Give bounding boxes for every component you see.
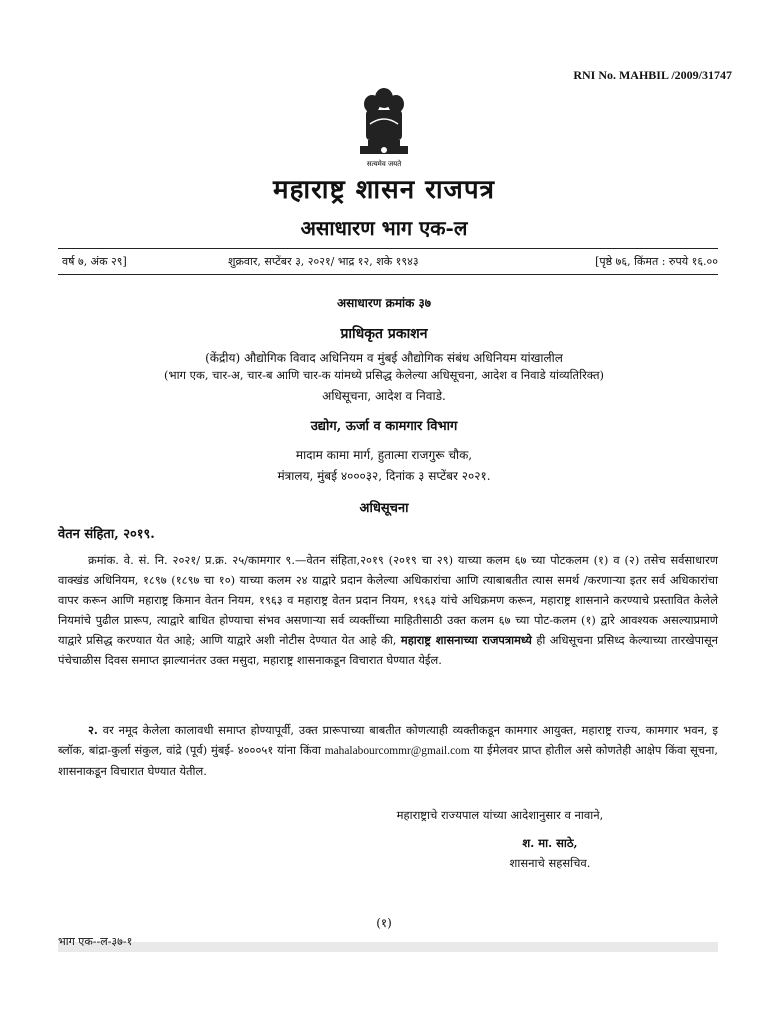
paragraph-2-text-a: वर नमूद केलेला कालावधी समाप्त होण्यापूर्वी, उक्त प्रारूपाच्या बाबतीत कोणत्याही व्यक्तीकडून कामगार आयुक्त, महाराष्ट्र राज्य, कामगार भवन, इ ब्लॉक, बांद्रा-कुर्ला संकुल, वांद्रे (पूर्व) मुंबई- ४०००५१ यांना किंवा (58, 723, 718, 757)
issue-date: शुक्रवार, सप्टेंबर ३, २०२१/ भाद्र १२, शके १९४३ (228, 255, 419, 268)
publication-line-1: (केंद्रीय) औद्योगिक विवाद अधिनियम व मुंबई औद्योगिक संबंध अधिनियम यांखालील (205, 351, 563, 365)
header-rule-top (58, 248, 718, 249)
department-address-2: मंत्रालय, मुंबई ४०००३२, दिनांक ३ सप्टेंबर २०२१. (277, 469, 491, 483)
paragraph-1 (58, 550, 718, 670)
paragraph-1-bold: महाराष्ट्र शासनाच्या राजपत्रामध्ये (400, 633, 532, 647)
signatory-name: श. मा. साठे, (522, 836, 578, 850)
page-number: (१) (376, 916, 392, 930)
signature-authority: महाराष्ट्राचे राज्यपाल यांच्या आदेशानुसार व नावाने, (396, 808, 604, 822)
footer-divider (58, 942, 718, 952)
paragraph-1-text-b: ही अधिसूचना प्रसिध्द केल्याच्या तारखेपासून पंचेचाळीस दिवस समाप्त झाल्यानंतर उक्त मसुदा, महाराष्ट्र शासनाकडून विचारात घेण्यात येईल. (58, 633, 718, 667)
gazette-title: महाराष्ट्र शासन राजपत्र (273, 175, 495, 205)
paragraph-2 (58, 720, 718, 781)
notification-heading: अधिसूचना (359, 501, 409, 516)
publication-heading: प्राधिकृत प्रकाशन (340, 326, 428, 342)
subject-line: वेतन संहिता, २०१९. (58, 527, 155, 542)
signatory-designation: शासनाचे सहसचिव. (509, 856, 591, 870)
gazette-subtitle: असाधारण भाग एक-ल (300, 216, 468, 240)
emblem-motto: सत्यमेव जयते (366, 160, 402, 168)
rni-number: RNI No. MAHBIL /2009/31747 (573, 68, 732, 82)
publication-line-3: अधिसूचना, आदेश व निवाडे. (322, 389, 446, 403)
publication-line-2: (भाग एक, चार-अ, चार-ब आणि चार-क यांमध्ये प्रसिद्ध केलेल्या अधिसूचना, आदेश व निवाडे यांव्यतिरिक्त) (164, 368, 604, 382)
issue-number: असाधारण क्रमांक ३७ (336, 296, 431, 310)
header-rule-bottom (58, 274, 718, 275)
paragraph-2-number: २. (88, 723, 98, 737)
paragraph-2-text-b: या ईमेलवर प्राप्त होतील असे कोणतेही आक्षेप किंवा सूचना, शासनाकडून विचारात घेण्यात येतील. (58, 743, 718, 778)
pages-price: [पृष्ठे ७६, किंमत : रुपये १६.०० (595, 255, 718, 268)
paragraph-1-text-a: क्रमांक. वे. सं. नि. २०२१/ प्र.क्र. २५/कामगार ९.—वेतन संहिता,२०१९ (२०१९ चा २९) याच्या कलम ६७ च्या पोटकलम (१) व (२) तसेच सर्वसाधारण वाक्खंड अधिनियम, १८९७ (१८९७ चा १०) याच्या कलम २४ याद्वारे प्रदान केलेल्या अधिकारांचा आणि त्याबाबतीत त्यास समर्थ /करणाऱ्या इतर सर्व अधिकारांचा वापर करून आणि महाराष्ट्र किमान वेतन नियम, १९६३ व महाराष्ट्र वेतन प्रदान नियम, १९६३ यांचे अधिक्रमण करून, महाराष्ट्र शासनाने करण्याचे प्रस्तावित केलेले नियमांचे पुढील प्रारूप, त्याद्वारे बाधित होण्याचा संभव असणाऱ्या सर्व व्यक्तींच्या माहितीसाठी उक्त कलम ६७ च्या पोट-कलम (१) द्वारे आवश्यक असल्याप्रमाणे याद्वारे प्रसिद्ध करण्यात येत आहे; आणि याद्वारे अशी नोटीस देण्यात येत आहे की, (58, 553, 718, 647)
footer-code: भाग एक--ल-३७-१ (58, 935, 133, 948)
department-name: उद्योग, ऊर्जा व कामगार विभाग (310, 419, 458, 434)
volume-number: वर्ष ७, अंक २९] (62, 255, 127, 268)
department-address-1: मादाम कामा मार्ग, हुतात्मा राजगुरू चौक, (295, 448, 473, 462)
email-link[interactable]: mahalabourcommr@gmail.com (324, 745, 470, 757)
state-emblem-icon (352, 84, 416, 170)
